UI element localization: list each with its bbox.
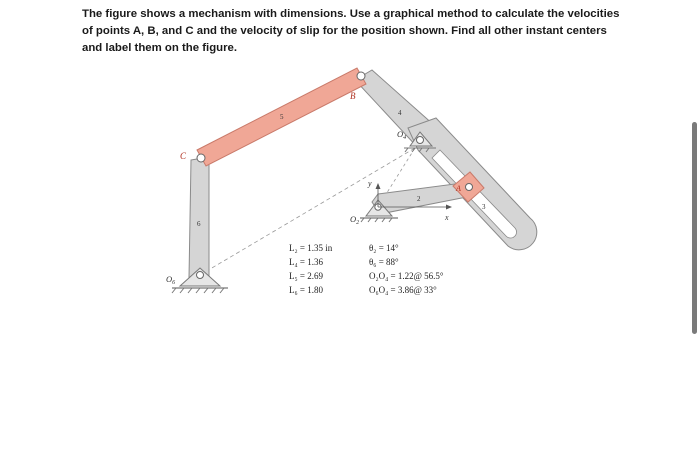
dim-theta6: θ₆ = 88°	[369, 257, 399, 267]
label-axis-x: x	[445, 213, 449, 222]
label-axis-y: y	[368, 179, 372, 188]
ground-o6	[172, 268, 228, 293]
link-6	[189, 157, 209, 278]
label-o2: $O_2$	[350, 214, 360, 226]
label-link-4: 4	[398, 109, 402, 117]
label-c: C	[180, 151, 187, 161]
label-link-2: 2	[417, 195, 421, 203]
label-a: A	[456, 184, 461, 193]
dim-o2o4: O₂O₄ = 1.22@ 56.5°	[369, 271, 444, 281]
pin-a	[466, 184, 473, 191]
dim-theta2: θ₂ = 14°	[369, 243, 399, 253]
dim-l2: L₂ = 1.35 in	[289, 243, 333, 253]
question-text: The figure shows a mechanism with dimensions. Use a graphical method to calculate the velocities of points A, B, and C and the velocity of slip for the position shown. Find all other instant centers and label them on the figure.	[82, 8, 620, 54]
label-link-5: 5	[280, 113, 284, 121]
dimensions-left	[289, 243, 333, 295]
dim-o6o4: O₆O₄ = 3.86@ 33°	[369, 285, 437, 295]
dimensions-right	[369, 243, 444, 295]
dim-l6: L₆ = 1.80	[289, 285, 323, 295]
label-b: B	[350, 91, 356, 101]
dim-l4: L₄ = 1.36	[289, 257, 323, 267]
pin-c	[197, 154, 205, 162]
pin-b	[357, 72, 365, 80]
scrollbar[interactable]	[692, 122, 697, 334]
dim-l5: L₅ = 2.69	[289, 271, 323, 281]
label-o6: $O_6$	[166, 274, 176, 286]
label-link-3: 3	[482, 203, 486, 211]
label-o4: $O_4$	[397, 129, 407, 141]
label-link-6: 6	[197, 220, 201, 228]
